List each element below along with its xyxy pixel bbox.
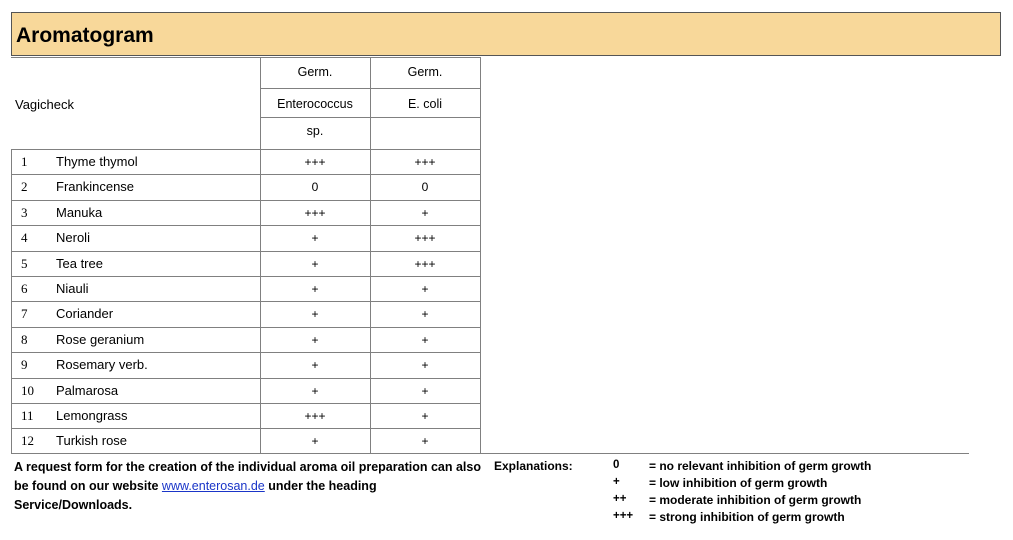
table-rule	[11, 453, 969, 454]
page-title: Aromatogram	[16, 24, 154, 47]
table-rule	[11, 57, 481, 58]
table-rule	[480, 57, 481, 453]
table-rule	[11, 327, 481, 328]
explanation-description: = moderate inhibition of germ growth	[649, 493, 862, 507]
oil-name: Neroli	[56, 230, 90, 245]
row-number: 8	[21, 332, 28, 347]
table-rule	[11, 378, 481, 379]
inhibition-value: +	[421, 409, 429, 423]
inhibition-value: +	[311, 307, 319, 321]
table-rule	[11, 301, 481, 302]
inhibition-value: +	[311, 434, 319, 448]
row-number: 3	[21, 205, 28, 220]
oil-name: Thyme thymol	[56, 154, 138, 169]
inhibition-value: +	[421, 307, 429, 321]
explanation-symbol: 0	[613, 459, 620, 471]
inhibition-value: +	[421, 333, 429, 347]
explanation-description: = strong inhibition of germ growth	[649, 510, 845, 524]
table-rule	[11, 403, 481, 404]
table-rule	[11, 251, 481, 252]
inhibition-value: +++	[304, 206, 326, 220]
inhibition-value: +	[311, 333, 319, 347]
request-form-note	[14, 458, 489, 515]
oil-name: Rose geranium	[56, 332, 145, 347]
inhibition-value: +	[421, 206, 429, 220]
note-text: A request form for the creation of the individual aroma oil preparation can also be found on our website	[14, 460, 481, 493]
column-germ-label: Germ.	[297, 65, 333, 79]
row-number: 11	[21, 408, 34, 423]
explanation-symbol: +	[613, 476, 620, 488]
row-number: 4	[21, 230, 28, 245]
row-number: 9	[21, 357, 28, 372]
column-germ-label: Germ.	[407, 65, 443, 79]
table-rule	[11, 428, 481, 429]
inhibition-value: +	[311, 257, 319, 271]
inhibition-value: +	[421, 434, 429, 448]
row-number: 1	[21, 154, 28, 169]
oil-name: Manuka	[56, 205, 103, 220]
oil-name: Rosemary verb.	[56, 357, 148, 372]
inhibition-value: 0	[311, 180, 319, 194]
oil-name: Coriander	[56, 306, 114, 321]
table-rule	[11, 149, 12, 453]
inhibition-value: +++	[414, 231, 436, 245]
row-number: 12	[21, 433, 34, 448]
table-rule	[11, 149, 481, 150]
row-number: 10	[21, 383, 34, 398]
inhibition-value: +	[421, 282, 429, 296]
row-number: 6	[21, 281, 28, 296]
inhibition-value: +	[421, 358, 429, 372]
oil-name: Frankincense	[56, 179, 135, 194]
inhibition-value: 0	[421, 180, 429, 194]
explanation-symbol: +++	[613, 510, 634, 522]
table-rule	[11, 225, 481, 226]
oil-name: Palmarosa	[56, 383, 119, 398]
oil-name: Turkish rose	[56, 433, 128, 448]
inhibition-value: +++	[304, 409, 326, 423]
oil-name: Niauli	[56, 281, 89, 296]
inhibition-value: +	[311, 358, 319, 372]
table-rule	[11, 200, 481, 201]
explanation-description: = no relevant inhibition of germ growth	[649, 459, 872, 473]
inhibition-value: +	[311, 282, 319, 296]
inhibition-value: +++	[414, 155, 436, 169]
website-link[interactable]: www.enterosan.de	[161, 479, 265, 493]
inhibition-value: +	[421, 384, 429, 398]
row-number: 5	[21, 256, 28, 271]
title-bar	[11, 12, 1001, 56]
row-number: 2	[21, 179, 28, 194]
explanation-description: = low inhibition of germ growth	[649, 476, 828, 490]
note-text: under the heading Service/Downloads.	[14, 479, 377, 512]
explanation-symbol: ++	[613, 493, 627, 505]
inhibition-value: +	[311, 384, 319, 398]
row-label: Vagicheck	[15, 97, 75, 112]
oil-name: Tea tree	[56, 256, 103, 271]
inhibition-value: +++	[304, 155, 326, 169]
column-germ-species: sp.	[306, 124, 324, 138]
row-number: 7	[21, 306, 28, 321]
column-germ-name: Enterococcus	[277, 97, 353, 111]
table-rule	[11, 276, 481, 277]
oil-name: Lemongrass	[56, 408, 128, 423]
table-rule	[11, 352, 481, 353]
explanations-label: Explanations:	[494, 459, 573, 473]
column-germ-name: E. coli	[407, 97, 443, 111]
table-rule	[11, 174, 481, 175]
inhibition-value: +	[311, 231, 319, 245]
inhibition-value: +++	[414, 257, 436, 271]
